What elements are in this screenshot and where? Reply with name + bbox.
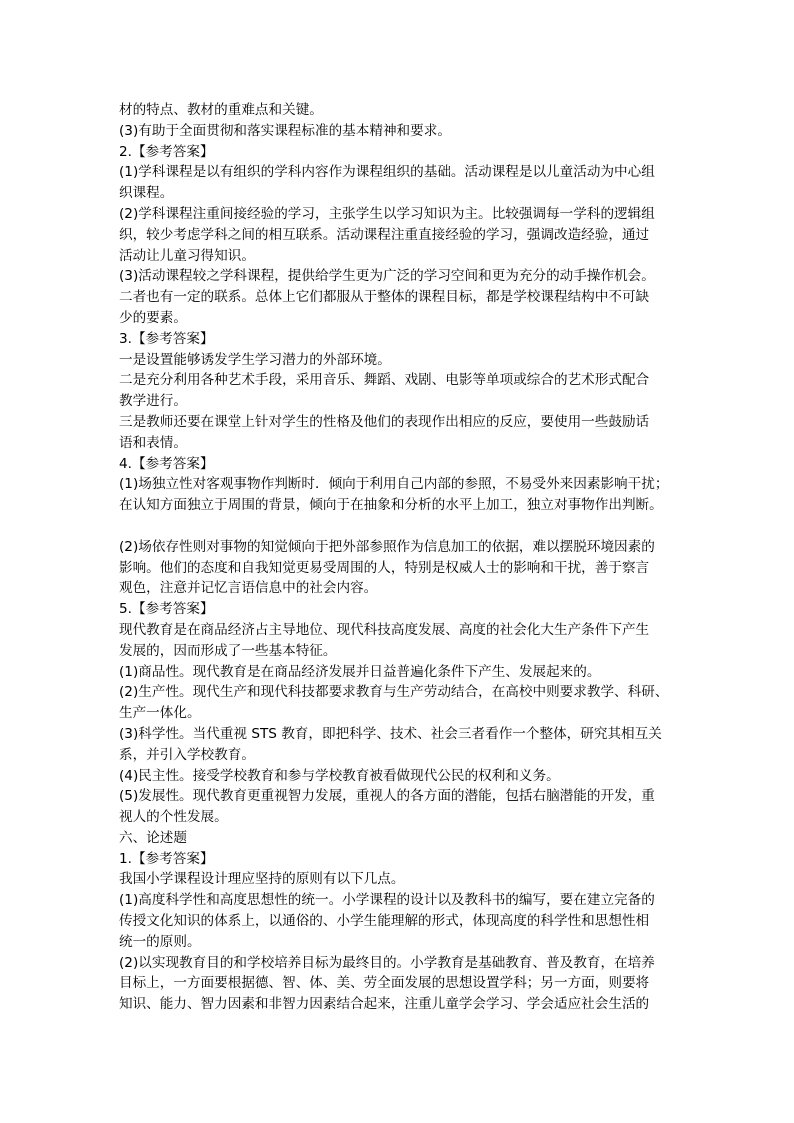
text-line: 活动让儿童习得知识。 <box>119 247 255 264</box>
text-line: 在认知方面独立于周围的背景，倾向于在抽象和分析的水平上加工，独立对事物作出判断。 <box>119 497 663 514</box>
text-line: 生产一体化。 <box>119 705 201 722</box>
text-line: (2)学科课程注重间接经验的学习，主张学生以学习知识为主。比较强调每一学科的逻辑组 <box>119 205 655 222</box>
text-line: 少的要素。 <box>119 309 187 326</box>
text-line: (3)活动课程较之学科课程，提供给学生更为广泛的学习空间和更为充分的动手操作机会。 <box>119 268 655 285</box>
text-line: 教学进行。 <box>119 393 187 410</box>
text-line: 影响。他们的态度和自我知觉更易受周围的人，特别是权威人士的影响和干扰，善于察言 <box>119 559 650 576</box>
text-line: (5)发展性。现代教育更重视智力发展，重视人的各方面的潜能，包括右脑潜能的开发，重 <box>119 788 655 805</box>
text-line: 织课程。 <box>119 185 174 202</box>
text-line: 织，较少考虑学科之间的相互联系。活动课程注重直接经验的学习，强调改造经验，通过 <box>119 226 650 243</box>
text-line: (2)场依存性则对事物的知觉倾向于把外部参照作为信息加工的依据，难以摆脱环境因素的 <box>119 538 655 555</box>
text-line: 二者也有一定的联系。总体上它们都服从于整体的课程目标，都是学校课程结构中不可缺 <box>119 289 650 306</box>
text-line: 4.【参考答案】 <box>119 455 214 472</box>
text-line: 目标上，一方面要根据德、智、体、美、劳全面发展的思想设置学科；另一方面，则要将 <box>119 975 650 992</box>
text-line: (2)以实现教育目的和学校培养目标为最终目的。小学教育是基础教育、普及教育，在培养 <box>119 954 655 971</box>
text-line: 一是设置能够诱发学生学习潜力的外部环境。 <box>119 351 391 368</box>
text-line: 2.【参考答案】 <box>119 143 214 160</box>
text-line: 1.【参考答案】 <box>119 850 214 867</box>
text-line: (3)有助于全面贯彻和落实课程标准的基本精神和要求。 <box>119 122 451 139</box>
text-line: 三是教师还要在课堂上针对学生的性格及他们的表现作出相应的反应，要使用一些鼓励话 <box>119 413 650 430</box>
text-line: (1)商品性。现代教育是在商品经济发展并日益普遍化条件下产生、发展起来的。 <box>119 663 601 680</box>
text-line: (1)学科课程是以有组织的学科内容作为课程组织的基础。活动课程是以儿童活动为中心组 <box>119 164 655 181</box>
text-line: 传授文化知识的体系上，以通俗的、小学生能理解的形式，体现高度的科学性和思想性相 <box>119 913 650 930</box>
text-line: 5.【参考答案】 <box>119 601 214 618</box>
text-line: 发展的，因而形成了一些基本特征。 <box>119 642 337 659</box>
text-line: 语和表情。 <box>119 434 187 451</box>
text-line: (3)科学性。当代重视 STS 教育，即把科学、技术、社会三者看作一个整体，研究其相互关 <box>119 725 662 742</box>
text-line: 统一的原则。 <box>119 933 201 950</box>
text-line: 材的特点、教材的重难点和关键。 <box>119 102 323 118</box>
text-line: 六、论述题 <box>119 829 187 846</box>
blank-line <box>119 516 679 537</box>
text-line: (1)场独立性对客观事物作判断时．倾向于利用自己内部的参照，不易受外来因素影响干扰； <box>119 476 669 493</box>
document-page <box>119 100 679 1015</box>
text-line: 观色，注意并记忆言语信息中的社会内容。 <box>119 580 378 597</box>
text-line: 现代教育是在商品经济占主导地位、现代科技高度发展、高度的社会化大生产条件下产生 <box>119 621 650 638</box>
text-line: (1)高度科学性和高度思想性的统一。小学课程的设计以及教科书的编写，要在建立完备的 <box>119 892 655 909</box>
text-line: 视人的个性发展。 <box>119 809 228 826</box>
text-line: 我国小学课程设计理应坚持的原则有以下几点。 <box>119 871 405 888</box>
text-line: 系，并引入学校教育。 <box>119 746 255 763</box>
text-line: 知识、能力、智力因素和非智力因素结合起来，注重儿童学会学习、学会适应社会生活的 <box>119 996 650 1013</box>
text-line: (2)生产性。现代生产和现代科技都要求教育与生产劳动结合，在高校中则要求教学、科研、 <box>119 684 669 701</box>
text-line: (4)民主性。接受学校教育和参与学校教育被看做现代公民的权利和义务。 <box>119 767 560 784</box>
text-line: 二是充分利用各种艺术手段，采用音乐、舞蹈、戏剧、电影等单项或综合的艺术形式配合 <box>119 372 650 389</box>
text-line: 3.【参考答案】 <box>119 330 214 347</box>
